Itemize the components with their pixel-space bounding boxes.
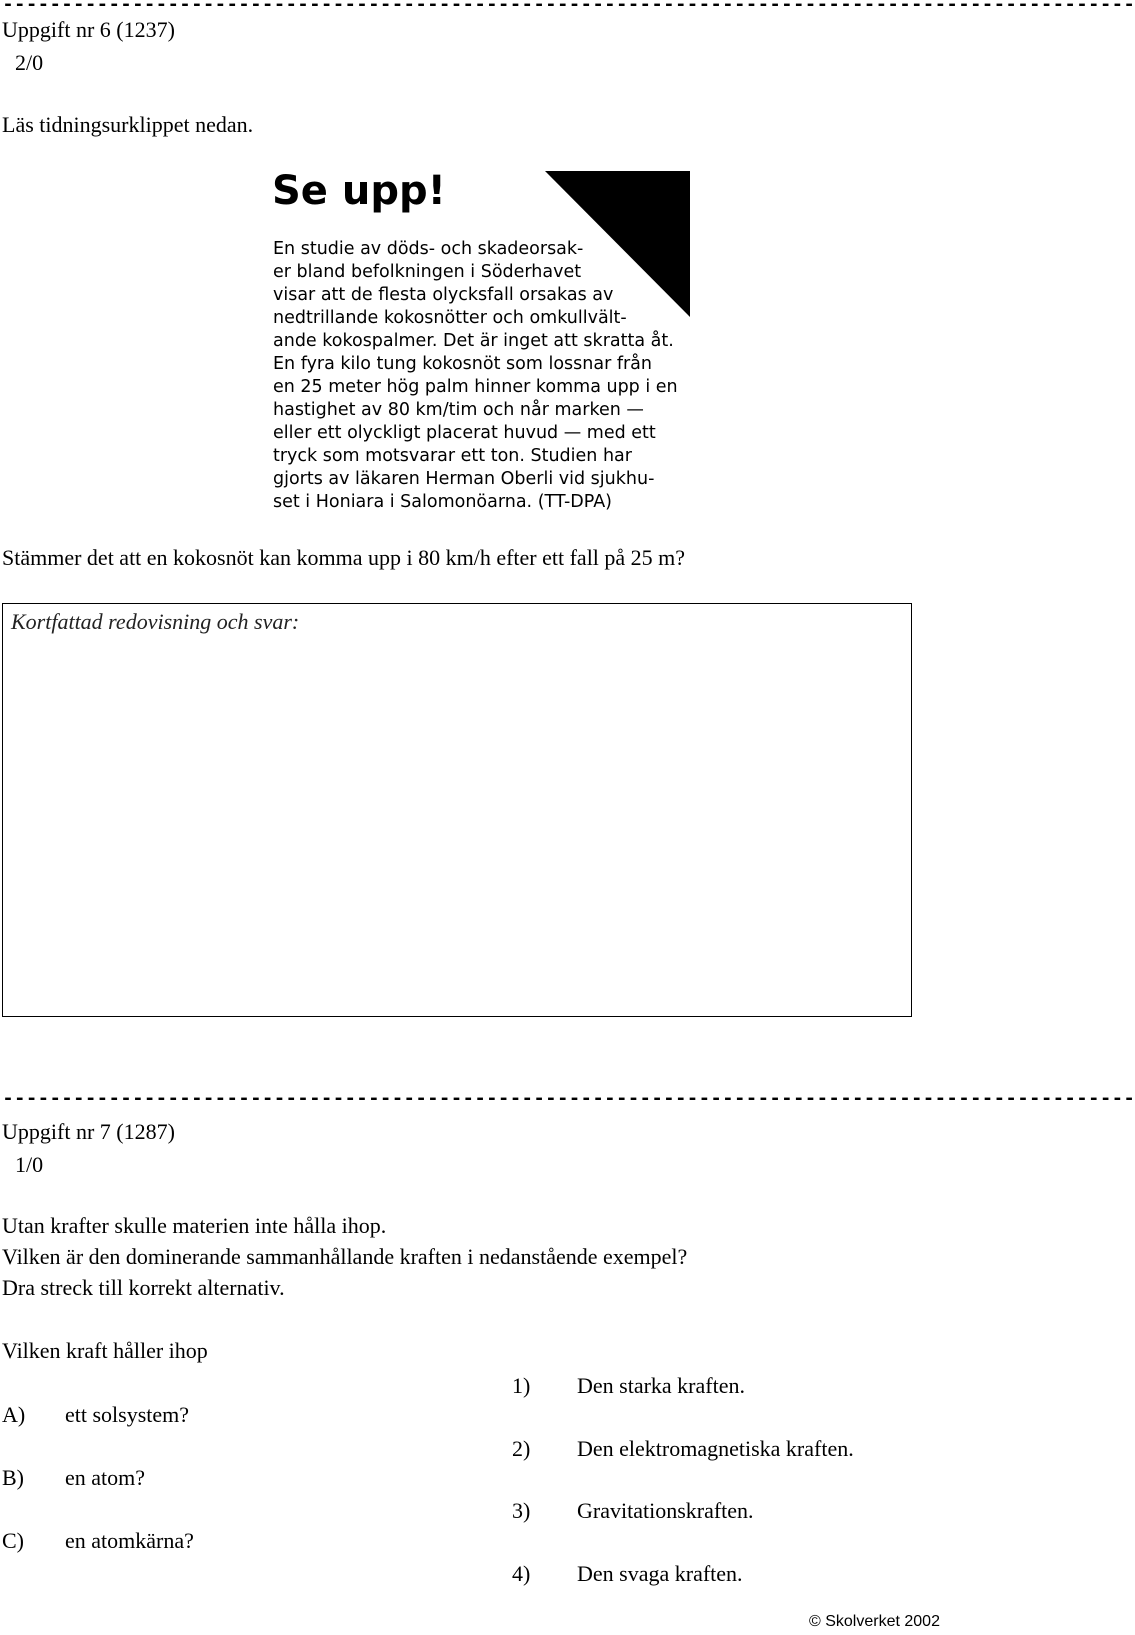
clipping-line: En fyra kilo tung kokosnöt som lossnar från <box>273 354 653 374</box>
separator-middle: ------------------------------------------------------------------------------------------------ <box>2 1088 1135 1111</box>
option-letter-c: C) <box>2 1528 24 1553</box>
answer-text-4[interactable]: Den svaga kraften. <box>577 1561 743 1586</box>
option-letter-b: B) <box>2 1465 24 1490</box>
option-letter-a: A) <box>2 1402 26 1427</box>
answer-label: Kortfattad redovisning och svar: <box>11 609 300 634</box>
option-text-a[interactable]: ett solsystem? <box>65 1402 190 1427</box>
clipping-line: En studie av döds- och skadeorsak- <box>273 239 584 259</box>
task6-points: 2/0 <box>15 50 44 75</box>
answer-number-3: 3) <box>512 1498 531 1523</box>
answer-number-1: 1) <box>512 1373 531 1398</box>
answer-number-2: 2) <box>512 1436 531 1461</box>
clipping-line: visar att de flesta olycksfall orsakas av <box>273 285 614 305</box>
clipping-line: nedtrillande kokosnötter och omkullvält- <box>273 308 627 328</box>
option-text-b[interactable]: en atom? <box>65 1465 146 1490</box>
clipping-line: ande kokospalmer. Det är inget att skratta åt. <box>273 331 674 351</box>
answer-text-2[interactable]: Den elektromagnetiska kraften. <box>577 1436 854 1461</box>
answer-text-1[interactable]: Den starka kraften. <box>577 1373 745 1398</box>
clipping-line: hastighet av 80 km/tim och når marken — <box>273 400 644 420</box>
answer-number-4: 4) <box>512 1561 531 1586</box>
clipping-line: eller ett olyckligt placerat huvud — med ett <box>273 423 656 443</box>
task7-prompt: Vilken kraft håller ihop <box>2 1338 208 1363</box>
answer-text-3[interactable]: Gravitationskraften. <box>577 1498 754 1523</box>
task6-intro: Läs tidningsurklippet nedan. <box>2 112 254 137</box>
task6-header: Uppgift nr 6 (1237) <box>2 17 175 42</box>
copyright-footer: © Skolverket 2002 <box>809 1613 940 1630</box>
task7-text-line: Utan krafter skulle materien inte hålla ihop. <box>2 1213 387 1238</box>
option-text-c[interactable]: en atomkärna? <box>65 1528 194 1553</box>
task7-text-line: Dra streck till korrekt alternativ. <box>2 1275 285 1300</box>
clipping-line: tryck som motsvarar ett ton. Studien har <box>273 446 632 466</box>
clipping-line: er bland befolkningen i Söderhavet <box>273 262 582 282</box>
clipping-line: gjorts av läkaren Herman Oberli vid sjukhu- <box>273 469 655 489</box>
task7-points: 1/0 <box>15 1152 44 1177</box>
clipping-title: Se upp! <box>272 168 446 214</box>
clipping-line: set i Honiara i Salomonöarna. (TT-DPA) <box>273 492 613 512</box>
clipping-line: en 25 meter hög palm hinner komma upp i en <box>273 377 678 397</box>
task7-text-line: Vilken är den dominerande sammanhållande kraften i nedanstående exempel? <box>2 1244 688 1269</box>
task7-header: Uppgift nr 7 (1287) <box>2 1119 175 1144</box>
answer-box[interactable] <box>2 603 912 1017</box>
task6-question: Stämmer det att en kokosnöt kan komma upp i 80 km/h efter ett fall på 25 m? <box>2 545 686 570</box>
separator-top: ------------------------------------------------------------------------------------------------ <box>2 0 1135 17</box>
